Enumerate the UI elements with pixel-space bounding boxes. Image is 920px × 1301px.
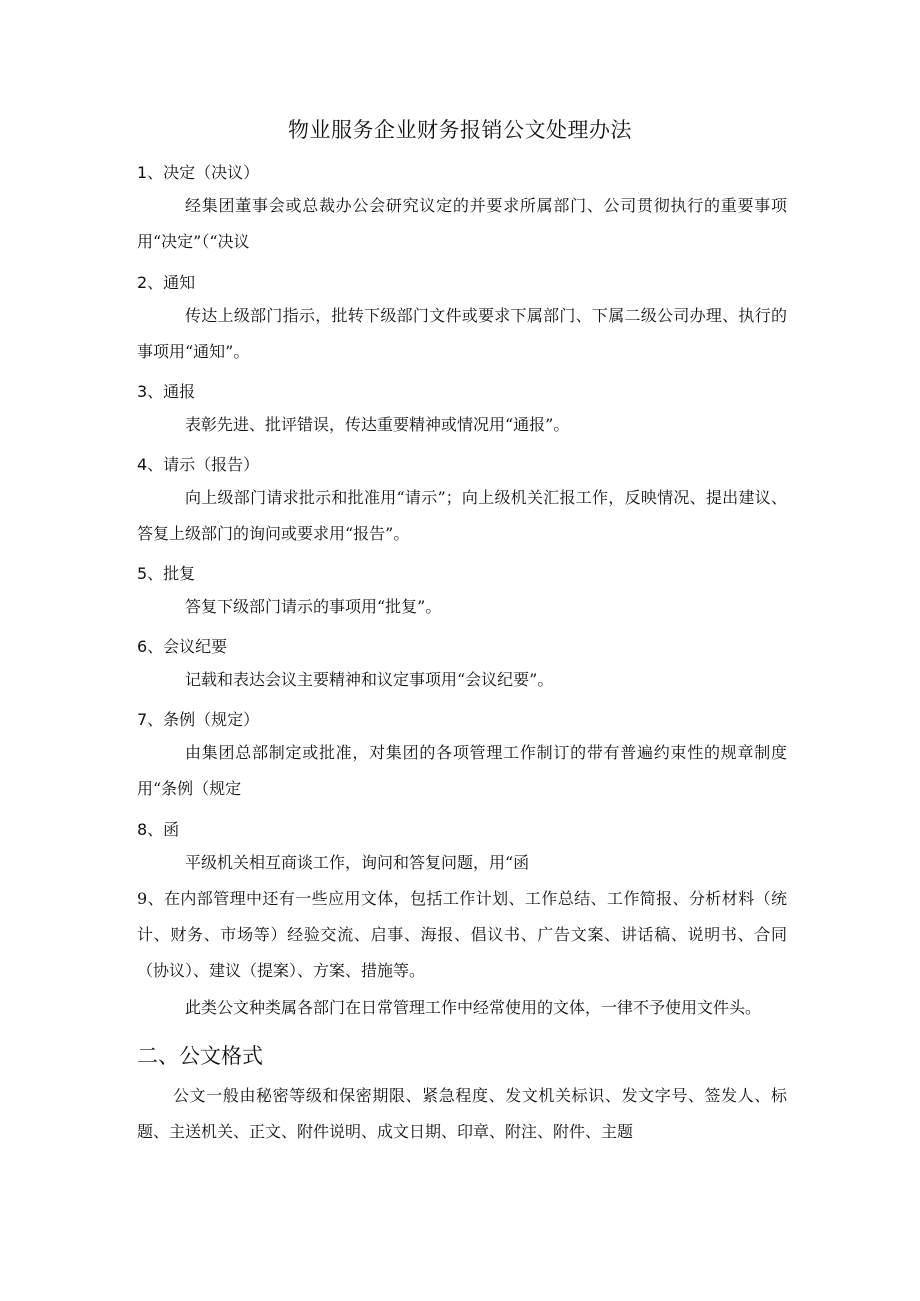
section-2-paragraph: 公文一般由秘密等级和保密期限、紧急程度、发文机关标识、发文字号、签发人、标题、主送机关、正文、附件说明、成文日期、印章、附注、附件、主题: [137, 1086, 787, 1141]
heading-7: 7、条例（规定）: [137, 710, 260, 729]
paragraph-8: 平级机关相互商谈工作，询问和答复问题，用“函: [185, 853, 530, 872]
paragraph-6: 记载和表达会议主要精神和议定事项用“会议纪要”。: [185, 670, 554, 689]
heading-8: 8、函: [137, 820, 180, 839]
paragraph-7: 由集团总部制定或批准，对集团的各项管理工作制订的带有普遍约束性的规章制度用“条例（规定: [137, 743, 787, 798]
heading-5: 5、批复: [137, 564, 196, 583]
paragraph-4: 向上级部门请求批示和批准用“请示”；向上级机关汇报工作，反映情况、提出建议、答复上级部门的询问或要求用“报告”。: [137, 488, 787, 543]
heading-2: 2、通知: [137, 273, 196, 292]
paragraph-2: 传达上级部门指示，批转下级部门文件或要求下属部门、下属二级公司办理、执行的事项用“通知”。: [137, 306, 787, 361]
paragraph-3: 表彰先进、批评错误，传达重要精神或情况用“通报”。: [185, 415, 570, 434]
document-title: 物业服务企业财务报销公文处理办法: [288, 118, 632, 142]
heading-6: 6、会议纪要: [137, 637, 228, 656]
heading-1: 1、决定（决议）: [137, 163, 260, 182]
heading-4: 4、请示（报告）: [137, 455, 260, 474]
item-9-paragraph: 9、在内部管理中还有一些应用文体，包括工作计划、工作总结、工作简报、分析材料（统计、财务、市场等）经验交流、启事、海报、倡议书、广告文案、讲话稿、说明书、合同（协议）、建议（提案）、方案、措施等。: [137, 889, 787, 980]
paragraph-1: 经集团董事会或总裁办公会研究议定的并要求所属部门、公司贯彻执行的重要事项用“决定”（“决议: [137, 196, 787, 251]
section-2-title: 二、公文格式: [137, 1044, 263, 1068]
heading-3: 3、通报: [137, 382, 196, 401]
item-9-note: 此类公文种类属各部门在日常管理工作中经常使用的文体，一律不予使用文件头。: [185, 998, 762, 1017]
paragraph-5: 答复下级部门请示的事项用“批复”。: [185, 597, 442, 616]
